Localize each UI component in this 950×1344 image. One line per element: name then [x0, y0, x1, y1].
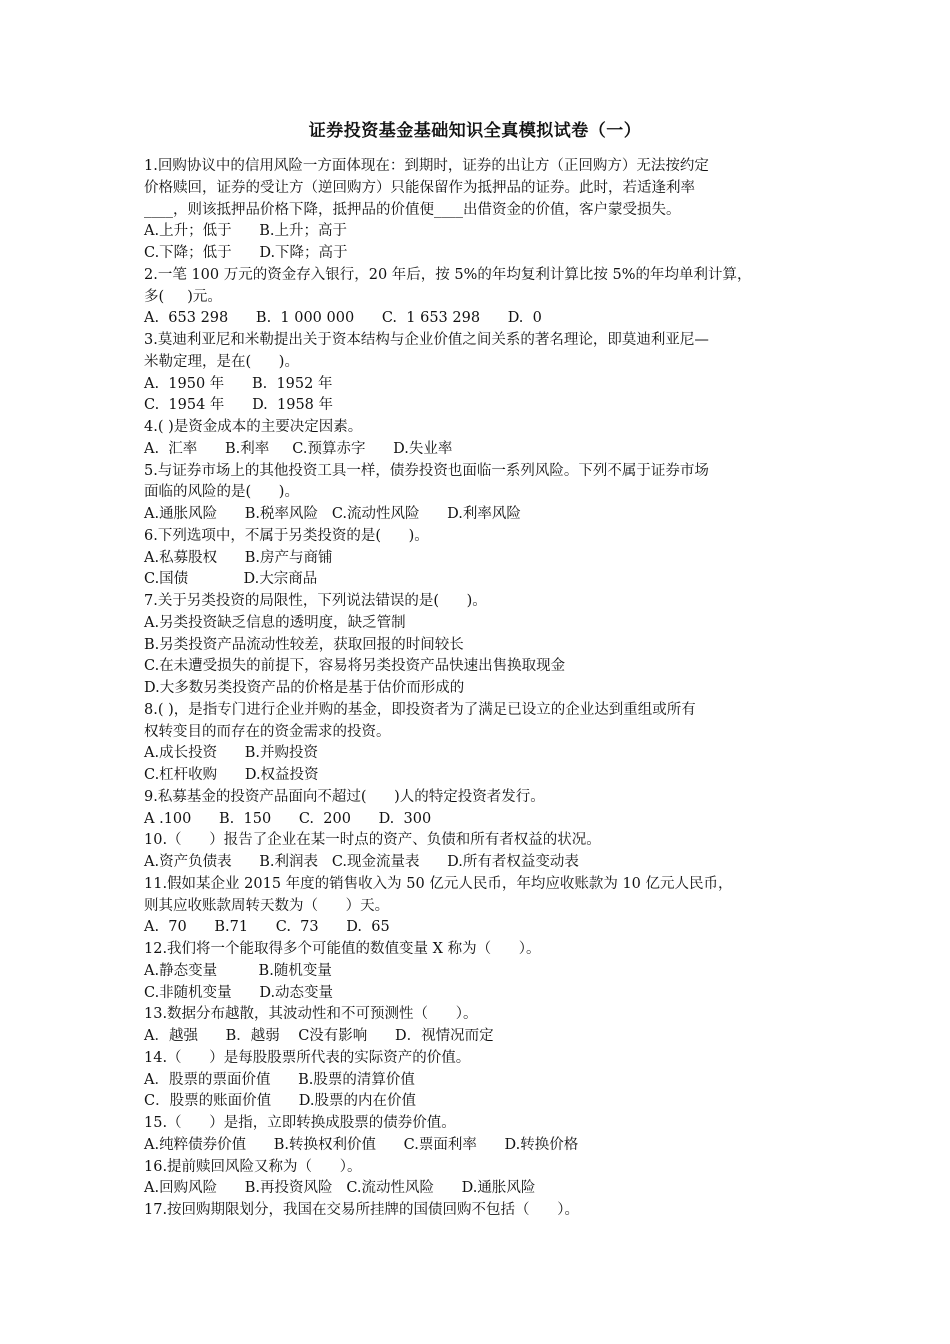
text-line: 6.下列选项中，不属于另类投资的是( )。 — [144, 527, 429, 544]
text-line: A.上升；低于 B.上升；高于 — [144, 223, 347, 240]
text-line: 权转变目的而存在的资金需求的投资。 — [144, 723, 391, 740]
text-line: 5.与证券市场上的其他投资工具一样，债券投资也面临一系列风险。下列不属于证券市场 — [144, 462, 709, 479]
text-line: A．股票的票面价值 B.股票的清算价值 — [144, 1071, 415, 1088]
text-line: 17.按回购期限划分，我国在交易所挂牌的国债回购不包括（ ）。 — [144, 1202, 579, 1218]
text-line: 7.关于另类投资的局限性，下列说法错误的是( )。 — [144, 593, 487, 609]
page-title: 证券投资基金基础知识全真模拟试卷（一） — [308, 121, 642, 141]
question-list — [144, 156, 814, 1222]
text-line: D.大多数另类投资产品的价格是基于估价而形成的 — [144, 680, 465, 696]
text-line: A .100 B. 150 C. 200 D. 300 — [144, 810, 432, 827]
text-line: 10.（ ）报告了企业在某一时点的资产、负债和所有者权益的状况。 — [144, 832, 601, 849]
text-line: 则其应收账款周转天数为（ ）天。 — [144, 897, 390, 914]
text-line: C．股票的账面价值 D.股票的内在价值 — [144, 1093, 416, 1110]
text-line: A.另类投资缺乏信息的透明度，缺乏管制 — [144, 614, 406, 631]
text-line: 9.私募基金的投资产品面向不超过( )人的特定投资者发行。 — [144, 788, 545, 805]
text-line: A.资产负债表 B.利润表 C.现金流量表 D.所有者权益变动表 — [144, 854, 579, 870]
text-line: 4.( )是资金成本的主要决定因素。 — [144, 419, 363, 435]
text-line: 1.回购协议中的信用风险一方面体现在：到期时，证券的出让方（正回购方）无法按约定 — [144, 158, 709, 174]
text-line: 多( )元。 — [144, 288, 222, 305]
text-line: 8.( )，是指专门进行企业并购的基金，即投资者为了满足已设立的企业达到重组或所有 — [144, 701, 696, 718]
text-line: 米勒定理，是在( )。 — [144, 353, 299, 370]
text-line: 3.莫迪利亚尼和米勒提出关于资本结构与企业价值之间关系的著名理论，即莫迪利亚尼— — [144, 332, 709, 348]
text-line: A.静态变量 B.随机变量 — [144, 962, 332, 979]
text-line: 11.假如某企业 2015 年度的销售收入为 50 亿元人民币，年均应收账款为 10 亿元人民币， — [144, 875, 733, 892]
text-line: 2.一笔 100 万元的资金存入银行，20 年后，按 5%的年均复利计算比按 5%的年均单利计算， — [144, 266, 752, 283]
text-line: C.下降；低于 D.下降；高于 — [144, 245, 348, 261]
text-line: A.回购风险 B.再投资风险 C.流动性风险 D.通胀风险 — [144, 1180, 536, 1197]
text-line: A.私募股权 B.房产与商铺 — [144, 549, 333, 566]
text-line: A.纯粹债券价值 B.转换权利价值 C.票面利率 D.转换价格 — [144, 1136, 579, 1153]
text-line: 价格赎回，证券的受让方（逆回购方）只能保留作为抵押品的证券。此时，若适逢利率 — [144, 179, 695, 196]
text-line: B.另类投资产品流动性较差，获取回报的时间较长 — [144, 636, 464, 653]
text-line: C.国债 D.大宗商品 — [144, 571, 318, 588]
text-line: 面临的风险的是( )。 — [144, 484, 299, 501]
text-line: C.在未遭受损失的前提下，容易将另类投资产品快速出售换取现金 — [144, 658, 566, 675]
text-line: C. 1954 年 D. 1958 年 — [144, 397, 334, 414]
text-line: A．越强 B．越弱 C没有影响 D．视情况而定 — [144, 1028, 494, 1044]
text-line: A. 70 B.71 C. 73 D. 65 — [144, 919, 390, 936]
text-line: 15.（ ）是指，立即转换成股票的债券价值。 — [144, 1115, 456, 1131]
text-line: A. 653 298 B. 1 000 000 C. 1 653 298 D. 0 — [144, 310, 542, 327]
text-line: 14.（ ）是每股股票所代表的实际资产的价值。 — [144, 1049, 471, 1066]
text-line: A. 1950 年 B. 1952 年 — [144, 375, 333, 392]
text-line: 16.提前赎回风险又称为（ ）。 — [144, 1158, 362, 1175]
text-line: ____，则该抵押品价格下降，抵押品的价值便____出借资金的价值，客户蒙受损失。 — [144, 201, 681, 218]
text-line: A.通胀风险 B.税率风险 C.流动性风险 D.利率风险 — [144, 506, 521, 522]
text-line: C.非随机变量 D.动态变量 — [144, 984, 334, 1001]
text-line: 13.数据分布越散，其波动性和不可预测性（ ）。 — [144, 1006, 478, 1023]
text-line: C.杠杆收购 D.权益投资 — [144, 767, 319, 783]
text-line: A.成长投资 B.并购投资 — [144, 745, 318, 762]
text-line: A. 汇率 B.利率 C.预算赤字 D.失业率 — [144, 440, 453, 457]
text-line: 12.我们将一个能取得多个可能值的数值变量 X 称为（ ）。 — [144, 941, 541, 957]
